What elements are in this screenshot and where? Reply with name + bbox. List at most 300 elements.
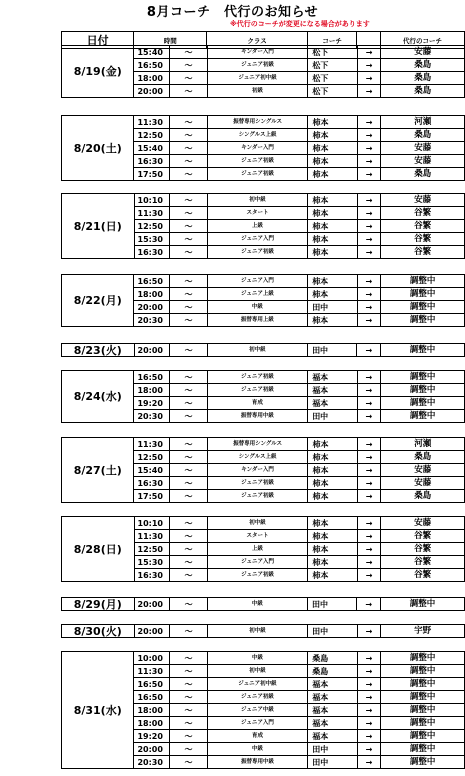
arrow-cell: →: [357, 384, 381, 397]
coach-cell: 柿本: [308, 556, 357, 569]
arrow-cell: →: [357, 691, 381, 704]
class-cell: 振替専用上級: [207, 314, 308, 327]
sub-coach-cell: 谷繁: [381, 556, 465, 569]
arrow-cell: →: [357, 756, 381, 769]
tilde-cell: 〜: [170, 678, 207, 691]
date-block: [61, 437, 465, 503]
tilde-cell: 〜: [170, 517, 207, 530]
time-cell: 11:30: [134, 530, 170, 543]
time-cell: 20:30: [134, 756, 170, 769]
sub-coach-cell: 調整中: [381, 717, 465, 730]
sub-coach-cell: 調整中: [381, 371, 465, 384]
coach-cell: 柿本: [308, 194, 357, 207]
time-cell: 11:30: [134, 438, 170, 451]
coach-cell: 桑島: [308, 652, 357, 665]
date-block: [61, 651, 465, 769]
coach-cell: 福本: [308, 678, 357, 691]
tilde-cell: 〜: [170, 301, 207, 314]
sub-coach-cell: 桑島: [381, 59, 465, 72]
class-cell: ジュニア初級: [207, 691, 308, 704]
time-cell: 12:50: [134, 451, 170, 464]
time-cell: 19:20: [134, 397, 170, 410]
table-row: [62, 344, 465, 357]
arrow-cell: →: [357, 220, 381, 233]
coach-cell: 柿本: [308, 314, 357, 327]
tilde-cell: 〜: [170, 85, 207, 98]
date-block: [61, 115, 465, 181]
class-cell: ジュニア入門: [207, 556, 308, 569]
coach-cell: 柿本: [308, 220, 357, 233]
date-block: [61, 624, 465, 638]
sub-coach-cell: 調整中: [381, 410, 465, 423]
sub-coach-cell: 桑島: [381, 490, 465, 503]
class-cell: ジュニア初中級: [207, 72, 308, 85]
arrow-cell: →: [357, 301, 381, 314]
tilde-cell: 〜: [170, 59, 207, 72]
tilde-cell: 〜: [170, 46, 207, 59]
arrow-cell: →: [357, 464, 381, 477]
arrow-cell: →: [357, 598, 381, 611]
coach-cell: 柿本: [308, 477, 357, 490]
arrow-cell: →: [357, 451, 381, 464]
class-cell: スタート: [207, 530, 308, 543]
sub-coach-cell: 調整中: [381, 314, 465, 327]
coach-cell: 田中: [308, 756, 357, 769]
class-cell: 育成: [207, 397, 308, 410]
sub-coach-cell: 調整中: [381, 756, 465, 769]
tilde-cell: 〜: [170, 556, 207, 569]
class-cell: ジュニア初級: [207, 569, 308, 582]
sub-coach-cell: 調整中: [381, 665, 465, 678]
arrow-cell: →: [357, 652, 381, 665]
table-row: [62, 598, 465, 611]
tilde-cell: 〜: [170, 704, 207, 717]
sub-coach-cell: 安藤: [381, 46, 465, 59]
time-cell: 16:30: [134, 246, 170, 259]
arrow-cell: →: [357, 717, 381, 730]
sub-coach-cell: 谷繁: [381, 569, 465, 582]
sub-coach-cell: 調整中: [381, 344, 465, 357]
coach-cell: 柿本: [308, 168, 357, 181]
sub-coach-cell: 谷繁: [381, 543, 465, 556]
arrow-cell: →: [357, 704, 381, 717]
sub-coach-cell: 調整中: [381, 704, 465, 717]
class-cell: 初中級: [207, 344, 307, 357]
coach-cell: 柿本: [308, 438, 357, 451]
time-cell: 15:40: [134, 464, 170, 477]
coach-cell: 福本: [308, 691, 357, 704]
tilde-cell: 〜: [170, 397, 207, 410]
class-cell: 振替専用中級: [207, 410, 308, 423]
tilde-cell: 〜: [170, 384, 207, 397]
time-cell: 10:00: [134, 652, 170, 665]
class-cell: ジュニア初級: [207, 477, 308, 490]
coach-cell: 柿本: [308, 116, 357, 129]
arrow-cell: →: [357, 59, 381, 72]
header-date: 日付: [62, 32, 134, 49]
class-cell: ジュニア入門: [207, 233, 308, 246]
class-cell: シングルス上級: [207, 451, 308, 464]
arrow-cell: →: [357, 46, 381, 59]
class-cell: 初中級: [207, 625, 307, 638]
tilde-cell: 〜: [170, 438, 207, 451]
coach-cell: 柿本: [308, 517, 357, 530]
table-row: [62, 116, 465, 129]
coach-cell: 柿本: [308, 490, 357, 503]
class-cell: ジュニア初級: [207, 59, 308, 72]
coach-cell: 福本: [308, 704, 357, 717]
time-cell: 15:30: [134, 556, 170, 569]
date-block: [61, 597, 465, 611]
arrow-cell: →: [357, 288, 381, 301]
arrow-cell: →: [357, 410, 381, 423]
time-cell: 16:30: [134, 155, 170, 168]
time-cell: 16:50: [134, 371, 170, 384]
coach-cell: 田中: [308, 598, 357, 611]
class-cell: シングルス上級: [207, 129, 308, 142]
time-cell: 11:30: [134, 665, 170, 678]
sub-coach-cell: 谷繁: [381, 246, 465, 259]
tilde-cell: 〜: [170, 490, 207, 503]
tilde-cell: 〜: [170, 743, 207, 756]
table-row: [62, 517, 465, 530]
sub-coach-cell: 調整中: [381, 275, 465, 288]
class-cell: 上級: [207, 543, 308, 556]
arrow-cell: →: [357, 556, 381, 569]
class-cell: 振替専用シングルス: [207, 116, 308, 129]
tilde-cell: 〜: [170, 116, 207, 129]
coach-cell: 柿本: [308, 288, 357, 301]
arrow-cell: →: [357, 530, 381, 543]
tilde-cell: 〜: [170, 543, 207, 556]
time-cell: 20:30: [134, 410, 170, 423]
time-cell: 16:50: [134, 678, 170, 691]
time-cell: 15:40: [134, 46, 170, 59]
tilde-cell: 〜: [170, 569, 207, 582]
tilde-cell: 〜: [170, 756, 207, 769]
date-cell: 8/30(火): [62, 625, 135, 638]
class-cell: ジュニア初級: [207, 246, 308, 259]
sub-coach-cell: 谷繁: [381, 207, 465, 220]
class-cell: ジュニア初級: [207, 168, 308, 181]
time-cell: 16:50: [134, 59, 170, 72]
sub-coach-cell: 安藤: [381, 517, 465, 530]
sub-coach-cell: 調整中: [381, 743, 465, 756]
class-cell: 中級: [207, 598, 307, 611]
time-cell: 18:00: [134, 288, 170, 301]
arrow-cell: →: [357, 397, 381, 410]
arrow-cell: →: [357, 569, 381, 582]
tilde-cell: 〜: [170, 477, 207, 490]
arrow-cell: →: [357, 477, 381, 490]
time-cell: 12:50: [134, 220, 170, 233]
class-cell: キンダー入門: [207, 46, 308, 59]
tilde-cell: 〜: [170, 220, 207, 233]
arrow-cell: →: [357, 194, 381, 207]
class-cell: 初中級: [207, 194, 308, 207]
arrow-cell: →: [357, 344, 381, 357]
time-cell: 20:00: [134, 301, 170, 314]
date-cell: 8/28(日): [62, 517, 135, 582]
time-cell: 18:00: [134, 704, 170, 717]
table-row: [62, 652, 465, 665]
coach-cell: 福本: [308, 384, 357, 397]
coach-cell: 桑島: [308, 665, 357, 678]
coach-cell: 柿本: [308, 464, 357, 477]
arrow-cell: →: [357, 543, 381, 556]
time-cell: 11:30: [134, 116, 170, 129]
arrow-cell: →: [357, 490, 381, 503]
sub-coach-cell: 調整中: [381, 288, 465, 301]
time-cell: 15:30: [134, 233, 170, 246]
tilde-cell: 〜: [170, 275, 207, 288]
class-cell: 中級: [207, 652, 308, 665]
tilde-cell: 〜: [170, 730, 207, 743]
class-cell: ジュニア上級: [207, 288, 308, 301]
tilde-cell: 〜: [170, 72, 207, 85]
tilde-cell: 〜: [170, 530, 207, 543]
coach-cell: 柿本: [308, 451, 357, 464]
tilde-cell: 〜: [170, 129, 207, 142]
tilde-cell: 〜: [170, 194, 207, 207]
time-cell: 20:00: [134, 743, 170, 756]
coach-cell: 柿本: [308, 207, 357, 220]
date-cell: 8/29(月): [62, 598, 135, 611]
class-cell: 中級: [207, 301, 308, 314]
class-cell: 中級: [207, 743, 308, 756]
coach-cell: 松下: [308, 46, 357, 59]
arrow-cell: →: [357, 85, 381, 98]
arrow-cell: →: [357, 72, 381, 85]
tilde-cell: 〜: [170, 314, 207, 327]
date-cell: 8/22(月): [62, 275, 134, 327]
time-cell: 11:30: [134, 207, 170, 220]
tilde-cell: 〜: [170, 155, 207, 168]
time-cell: 12:50: [134, 129, 170, 142]
coach-cell: 柿本: [308, 142, 357, 155]
table-row: [62, 275, 465, 288]
class-cell: 初級: [207, 85, 308, 98]
time-cell: 20:00: [134, 625, 170, 638]
time-cell: 16:50: [134, 691, 170, 704]
time-cell: 18:00: [134, 384, 170, 397]
class-cell: スタート: [207, 207, 308, 220]
class-cell: ジュニア初中級: [207, 678, 308, 691]
time-cell: 18:00: [134, 717, 170, 730]
coach-cell: 田中: [308, 344, 357, 357]
coach-cell: 田中: [308, 625, 357, 638]
tilde-cell: 〜: [170, 410, 207, 423]
time-cell: 20:00: [134, 85, 170, 98]
coach-cell: 田中: [308, 301, 357, 314]
time-cell: 20:30: [134, 314, 170, 327]
tilde-cell: 〜: [170, 344, 207, 357]
time-cell: 12:50: [134, 543, 170, 556]
table-row: [62, 371, 465, 384]
sub-coach-cell: 安藤: [381, 194, 465, 207]
arrow-cell: →: [357, 438, 381, 451]
time-cell: 20:00: [134, 344, 170, 357]
class-cell: 初中級: [207, 517, 308, 530]
date-cell: 8/27(土): [62, 438, 134, 503]
class-cell: 育成: [207, 730, 308, 743]
sub-coach-cell: 桑島: [381, 72, 465, 85]
tilde-cell: 〜: [170, 451, 207, 464]
arrow-cell: →: [357, 129, 381, 142]
arrow-cell: →: [357, 371, 381, 384]
arrow-cell: →: [357, 678, 381, 691]
date-block: [61, 45, 465, 98]
date-cell: 8/19(金): [62, 46, 134, 98]
class-cell: ジュニア入門: [207, 275, 308, 288]
sub-coach-cell: 調整中: [381, 652, 465, 665]
header-coach: コーチ: [307, 32, 356, 49]
class-cell: キンダー入門: [207, 464, 308, 477]
tilde-cell: 〜: [170, 652, 207, 665]
sub-coach-cell: 調整中: [381, 397, 465, 410]
tilde-cell: 〜: [170, 371, 207, 384]
coach-cell: 松下: [308, 59, 357, 72]
sub-coach-cell: 桑島: [381, 85, 465, 98]
class-cell: 振替専用中級: [207, 756, 308, 769]
arrow-cell: →: [357, 233, 381, 246]
time-cell: 10:10: [134, 194, 170, 207]
table-row: [62, 438, 465, 451]
sub-coach-cell: 調整中: [381, 384, 465, 397]
arrow-cell: →: [357, 207, 381, 220]
sub-coach-cell: 安藤: [381, 464, 465, 477]
date-cell: 8/20(土): [62, 116, 134, 181]
coach-cell: 柿本: [308, 543, 357, 556]
tilde-cell: 〜: [170, 464, 207, 477]
coach-cell: 柿本: [308, 129, 357, 142]
sub-coach-cell: 安藤: [381, 477, 465, 490]
arrow-cell: →: [357, 517, 381, 530]
arrow-cell: →: [357, 168, 381, 181]
sub-coach-cell: 調整中: [381, 678, 465, 691]
arrow-cell: →: [357, 142, 381, 155]
tilde-cell: 〜: [170, 233, 207, 246]
arrow-cell: →: [357, 246, 381, 259]
coach-cell: 松下: [308, 72, 357, 85]
tilde-cell: 〜: [170, 246, 207, 259]
date-block: [61, 516, 465, 582]
sub-coach-cell: 調整中: [381, 730, 465, 743]
arrow-cell: →: [357, 116, 381, 129]
date-block: [61, 370, 465, 423]
time-cell: 16:30: [134, 569, 170, 582]
sub-coach-cell: 調整中: [381, 301, 465, 314]
tilde-cell: 〜: [170, 207, 207, 220]
coach-cell: 柿本: [308, 530, 357, 543]
coach-cell: 福本: [308, 371, 357, 384]
date-block: [61, 274, 465, 327]
change-notice: ※代行のコーチが変更になる場合があります: [230, 20, 370, 28]
tilde-cell: 〜: [170, 288, 207, 301]
coach-cell: 松下: [308, 85, 357, 98]
tilde-cell: 〜: [170, 625, 207, 638]
date-block: [61, 343, 465, 357]
sub-coach-cell: 安藤: [381, 142, 465, 155]
time-cell: 17:50: [134, 168, 170, 181]
sub-coach-cell: 谷繁: [381, 220, 465, 233]
sub-coach-cell: 桑島: [381, 168, 465, 181]
arrow-cell: →: [357, 155, 381, 168]
class-cell: 上級: [207, 220, 308, 233]
time-cell: 17:50: [134, 490, 170, 503]
sub-coach-cell: 調整中: [381, 598, 465, 611]
date-cell: 8/24(水): [62, 371, 134, 423]
class-cell: ジュニア初級: [207, 155, 308, 168]
arrow-cell: →: [357, 665, 381, 678]
class-cell: ジュニア初級: [207, 371, 308, 384]
time-cell: 18:00: [134, 72, 170, 85]
class-cell: 初中級: [207, 665, 308, 678]
class-cell: キンダー入門: [207, 142, 308, 155]
coach-cell: 田中: [308, 410, 357, 423]
header-class: クラス: [207, 32, 308, 49]
tilde-cell: 〜: [170, 142, 207, 155]
time-cell: 15:40: [134, 142, 170, 155]
table-row: [62, 46, 465, 59]
coach-cell: 福本: [308, 717, 357, 730]
date-cell: 8/31(水): [62, 652, 134, 769]
tilde-cell: 〜: [170, 598, 207, 611]
sub-coach-cell: 調整中: [381, 691, 465, 704]
class-cell: ジュニア初級: [207, 490, 308, 503]
page-title: 8月コーチ 代行のお知らせ: [146, 5, 319, 20]
coach-cell: 福本: [308, 730, 357, 743]
date-cell: 8/21(日): [62, 194, 135, 259]
arrow-cell: →: [357, 314, 381, 327]
tilde-cell: 〜: [170, 717, 207, 730]
table-row: [62, 625, 465, 638]
sub-coach-cell: 桑島: [381, 451, 465, 464]
arrow-cell: →: [357, 730, 381, 743]
sub-coach-cell: 谷繁: [381, 233, 465, 246]
date-block: [61, 193, 465, 259]
coach-cell: 柿本: [308, 275, 357, 288]
date-cell: 8/23(火): [62, 344, 135, 357]
header-sub: 代行のコーチ: [381, 32, 465, 49]
class-cell: ジュニア中級: [207, 704, 308, 717]
sub-coach-cell: 宇野: [381, 625, 465, 638]
sub-coach-cell: 安藤: [381, 155, 465, 168]
tilde-cell: 〜: [170, 665, 207, 678]
time-cell: 16:50: [134, 275, 170, 288]
sub-coach-cell: 谷繁: [381, 530, 465, 543]
sub-coach-cell: 桑島: [381, 129, 465, 142]
time-cell: 10:10: [134, 517, 170, 530]
coach-cell: 柿本: [308, 233, 357, 246]
coach-cell: 田中: [308, 743, 357, 756]
coach-cell: 柿本: [308, 246, 357, 259]
time-cell: 19:20: [134, 730, 170, 743]
class-cell: ジュニア初級: [207, 384, 308, 397]
table-row: [62, 194, 465, 207]
arrow-cell: →: [357, 743, 381, 756]
coach-cell: 柿本: [308, 569, 357, 582]
coach-cell: 福本: [308, 397, 357, 410]
class-cell: 振替専用シングルス: [207, 438, 308, 451]
arrow-cell: →: [357, 275, 381, 288]
header-time: 時間: [134, 32, 207, 49]
tilde-cell: 〜: [170, 691, 207, 704]
class-cell: ジュニア入門: [207, 717, 308, 730]
time-cell: 20:00: [134, 598, 170, 611]
sub-coach-cell: 河瀬: [381, 438, 465, 451]
coach-cell: 柿本: [308, 155, 357, 168]
